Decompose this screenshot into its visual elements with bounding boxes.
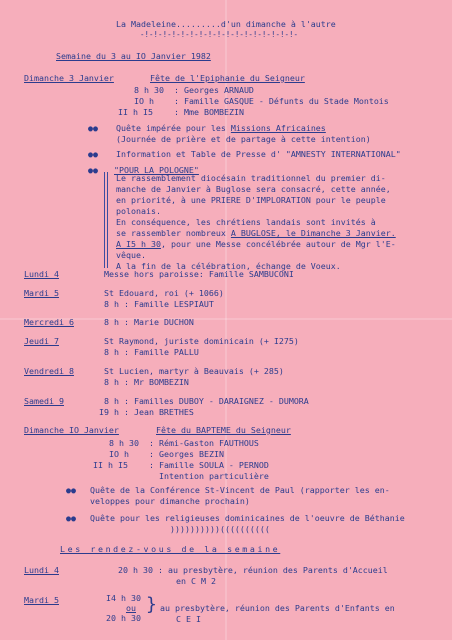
- sunday1-mass-0: 8 h 30 : Georges ARNAUD: [134, 85, 254, 95]
- sunday2-note-0-line2: veloppes pour dimanche prochain): [90, 496, 250, 506]
- week-heading: Semaine du 3 au IO Janvier 1982: [56, 51, 211, 61]
- pologne-title: "POUR LA POLOGNE": [114, 165, 199, 175]
- pologne-line-3: polonais.: [116, 206, 161, 216]
- day-label-mercredi: Mercredi 6: [24, 317, 74, 327]
- day-label-samedi: Samedi 9: [24, 396, 64, 406]
- day-line: 8 h : Famille LESPIAUT: [104, 299, 214, 309]
- day-line: Messe hors paroisse: Famille SAMBUCONI: [104, 269, 294, 279]
- pologne-line-8: A la fin de la célébration, échange de Voeux.: [116, 261, 341, 271]
- rdv-heading: Les rendez-vous de la semaine: [60, 544, 281, 554]
- sunday2-mass-1: IO h : Georges BEZIN: [109, 449, 224, 459]
- day-label-lundi: Lundi 4: [24, 269, 59, 279]
- sunday1-feast: Fête de l'Epiphanie du Seigneur: [150, 73, 305, 83]
- day-label-vendredi: Vendredi 8: [24, 366, 74, 376]
- sunday2-note-1-deco: ))))))))))((((((((((: [170, 524, 270, 534]
- sunday2-intention: Intention particulière: [159, 471, 269, 481]
- sunday1-note-0: Quête impérée pour les Missions Africaines: [116, 123, 326, 133]
- brace-icon: }: [146, 594, 157, 615]
- pologne-line-5: se rassembler nombreux A BUGLOSE, le Dimanche 3 Janvier.: [116, 228, 396, 238]
- sunday1-note-1: Information et Table de Presse d' "AMNESTY INTERNATIONAL": [116, 149, 401, 159]
- sunday2-feast: Fête du BAPTEME du Seigneur: [156, 425, 291, 435]
- bullet-icon: ●●: [66, 513, 76, 523]
- pologne-side-bar: [104, 172, 108, 268]
- pologne-line-1: manche de Janvier à Buglose sera consacré, cette année,: [116, 184, 391, 194]
- sunday2-mass-2: II h I5 : Famille SOULA - PERNOD: [93, 460, 269, 470]
- rdv-day-lundi: Lundi 4: [24, 565, 59, 575]
- day-line: 8 h : Mr BOMBEZIN: [104, 377, 189, 387]
- sunday1-mass-2: II h I5 : Mme BOMBEZIN: [118, 107, 244, 117]
- pologne-line-0: Le rassemblement diocésain traditionnel du premier di-: [116, 173, 386, 183]
- day-label-jeudi: Jeudi 7: [24, 336, 59, 346]
- pologne-line-2: en priorité, à une PRIERE D'IMPLORATION pour le peuple: [116, 195, 386, 205]
- rdv-line: en C M 2: [176, 576, 216, 586]
- bullet-icon: ●●: [88, 165, 98, 175]
- bullet-icon: ●●: [66, 485, 76, 495]
- day-line: 8 h : Famille PALLU: [104, 347, 199, 357]
- day-line: I9 h : Jean BRETHES: [99, 407, 194, 417]
- pologne-line-7: vêque.: [116, 250, 146, 260]
- day-line: 8 h : Familles DUBOY - DARAIGNEZ - DUMORA: [104, 396, 309, 406]
- day-line: St Edouard, roi (+ 1066): [104, 288, 224, 298]
- pologne-line-4: En conséquence, les chrétiens landais sont invités à: [116, 217, 376, 227]
- rdv-line: au presbytère, réunion des Parents d'Enfants en: [160, 603, 395, 613]
- sunday2-mass-0: 8 h 30 : Rémi-Gaston FAUTHOUS: [109, 438, 259, 448]
- day-line: 8 h : Marie DUCHON: [104, 317, 194, 327]
- bulletin-title: La Madeleine.........d'un dimanche à l'autre: [116, 19, 336, 29]
- sunday1-day: Dimanche 3 Janvier: [24, 73, 114, 83]
- rdv-line: : au presbytère, réunion des Parents d'Accueil: [158, 565, 388, 575]
- day-line: St Lucien, martyr à Beauvais (+ 285): [104, 366, 284, 376]
- sunday1-mass-1: IO h : Famille GASQUE - Défunts du Stade Montois: [134, 96, 389, 106]
- rdv-time-or: ou: [126, 603, 136, 613]
- sunday2-day: Dimanche IO Janvier: [24, 425, 119, 435]
- bullet-icon: ●●: [88, 149, 98, 159]
- day-label-mardi: Mardi 5: [24, 288, 59, 298]
- rdv-day-mardi: Mardi 5: [24, 595, 59, 605]
- title-decoration: -!-!-!-!-!-!-!-!-!-!-!-!-!-!-!-!-!-: [140, 30, 299, 39]
- rdv-time-b: 20 h 30: [106, 613, 141, 623]
- sunday2-note-0: Quête de la Conférence St-Vincent de Paul (rapporter les en-: [90, 485, 390, 495]
- sunday1-note-0-line2: (Journée de prière et de partage à cette intention): [116, 134, 371, 144]
- rdv-line: C E I: [176, 614, 201, 624]
- rdv-time: 20 h 30: [118, 565, 153, 575]
- bullet-icon: ●●: [88, 123, 98, 133]
- sunday2-note-1: Quête pour les religieuses dominicaines de l'oeuvre de Béthanie: [90, 513, 405, 523]
- rdv-time-a: I4 h 30: [106, 593, 141, 603]
- day-line: St Raymond, juriste dominicain (+ I275): [104, 336, 299, 346]
- pologne-line-6: A I5 h 30, pour une Messe concélébrée autour de Mgr l'E-: [116, 239, 396, 249]
